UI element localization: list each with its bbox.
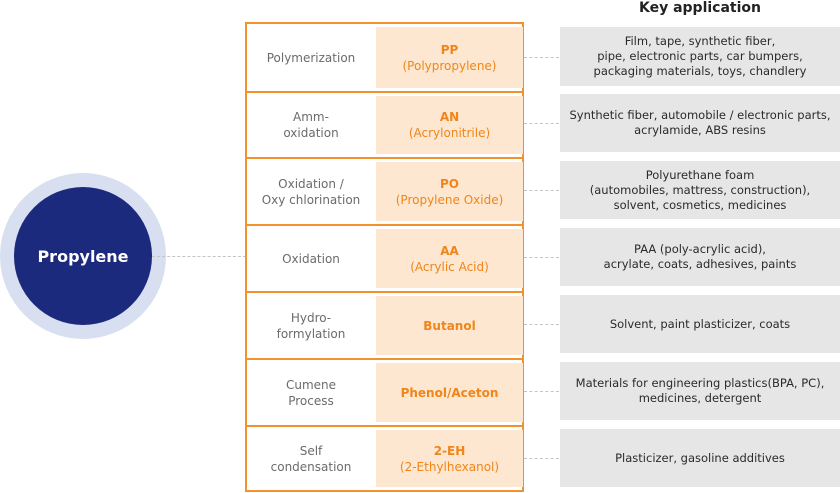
product-name: Butanol <box>423 318 476 333</box>
application-text: Solvent, paint plasticizer, coats <box>609 316 791 331</box>
application-box <box>560 161 840 219</box>
application-box <box>560 228 840 286</box>
process-label: Oxidation <box>282 251 340 266</box>
process-cell <box>247 427 375 490</box>
product-name: AN <box>439 110 460 124</box>
key-application-heading: Key application <box>638 0 761 16</box>
product-full-name: (Acrylic Acid) <box>410 259 489 274</box>
product-full-name: (Propylene Oxide) <box>395 192 504 207</box>
process-row <box>247 358 522 425</box>
application-text: solvent, cosmetics, medicines <box>613 197 787 212</box>
product-cell <box>376 162 523 221</box>
application-box <box>560 429 840 487</box>
application-text: pipe, electronic parts, car bumpers, <box>597 49 803 63</box>
product-cell <box>376 363 523 422</box>
product-full-name: (2-Ethylhexanol) <box>399 459 500 474</box>
application-text: Film, tape, synthetic fiber, <box>624 34 776 48</box>
process-cell <box>247 360 375 425</box>
application-text: Polyurethane foam <box>645 167 755 182</box>
process-cell <box>247 293 375 358</box>
process-cell <box>247 226 375 291</box>
process-row <box>247 224 522 291</box>
process-row <box>247 91 522 157</box>
product-full-name: (Acrylonitrile) <box>408 126 491 140</box>
application-connector <box>524 57 559 58</box>
application-text: Materials for engineering plastics(BPA, PC), <box>575 376 825 390</box>
process-label: formylation <box>276 326 346 341</box>
application-box <box>560 362 840 420</box>
process-row <box>247 24 522 91</box>
propylene-circle <box>14 187 152 325</box>
application-text: (automobiles, mattress, construction), <box>589 182 811 197</box>
application-text: acrylate, coats, adhesives, paints <box>603 257 797 271</box>
propylene-connector <box>152 256 246 257</box>
application-connector <box>524 458 559 459</box>
application-text: acrylamide, ABS resins <box>634 123 766 137</box>
application-text: packaging materials, toys, chandlery <box>593 64 807 78</box>
product-name: PO <box>440 176 459 191</box>
product-cell <box>376 27 523 88</box>
process-label: Process <box>288 393 334 408</box>
process-label: Polymerization <box>266 50 356 65</box>
application-connector <box>524 391 559 392</box>
process-label: condensation <box>270 459 352 474</box>
product-name: AA <box>440 243 459 258</box>
process-label: Oxy chlorination <box>261 192 361 207</box>
product-full-name: (Polypropylene) <box>402 58 497 73</box>
application-connector <box>524 324 559 325</box>
process-cell <box>247 24 375 91</box>
product-cell <box>376 296 523 355</box>
propylene-label: Propylene <box>37 246 129 266</box>
process-row <box>247 157 522 224</box>
product-cell <box>376 430 523 487</box>
process-cell <box>247 93 375 157</box>
process-table <box>245 22 524 492</box>
application-text: PAA (poly-acrylic acid), <box>634 242 766 256</box>
process-label: Hydro- <box>290 310 332 325</box>
application-text: Synthetic fiber, automobile / electronic parts, <box>569 108 831 122</box>
application-text: medicines, detergent <box>638 391 762 405</box>
process-label: Amm- <box>293 110 329 124</box>
process-label: oxidation <box>283 126 339 140</box>
product-cell <box>376 96 523 154</box>
application-connector <box>524 123 559 124</box>
application-connector <box>524 257 559 258</box>
product-name: PP <box>440 42 459 57</box>
process-label: Oxidation / <box>278 176 344 191</box>
application-text: Plasticizer, gasoline additives <box>615 450 785 465</box>
process-label: Self <box>299 443 323 458</box>
application-box <box>560 27 840 86</box>
product-name: 2-EH <box>433 443 466 458</box>
product-name: Phenol/Aceton <box>400 385 499 400</box>
process-row <box>247 291 522 358</box>
application-box <box>560 295 840 353</box>
application-box <box>560 94 840 152</box>
product-cell <box>376 229 523 288</box>
process-cell <box>247 159 375 224</box>
application-connector <box>524 190 559 191</box>
process-label: Cumene <box>285 377 337 392</box>
process-row <box>247 425 522 490</box>
